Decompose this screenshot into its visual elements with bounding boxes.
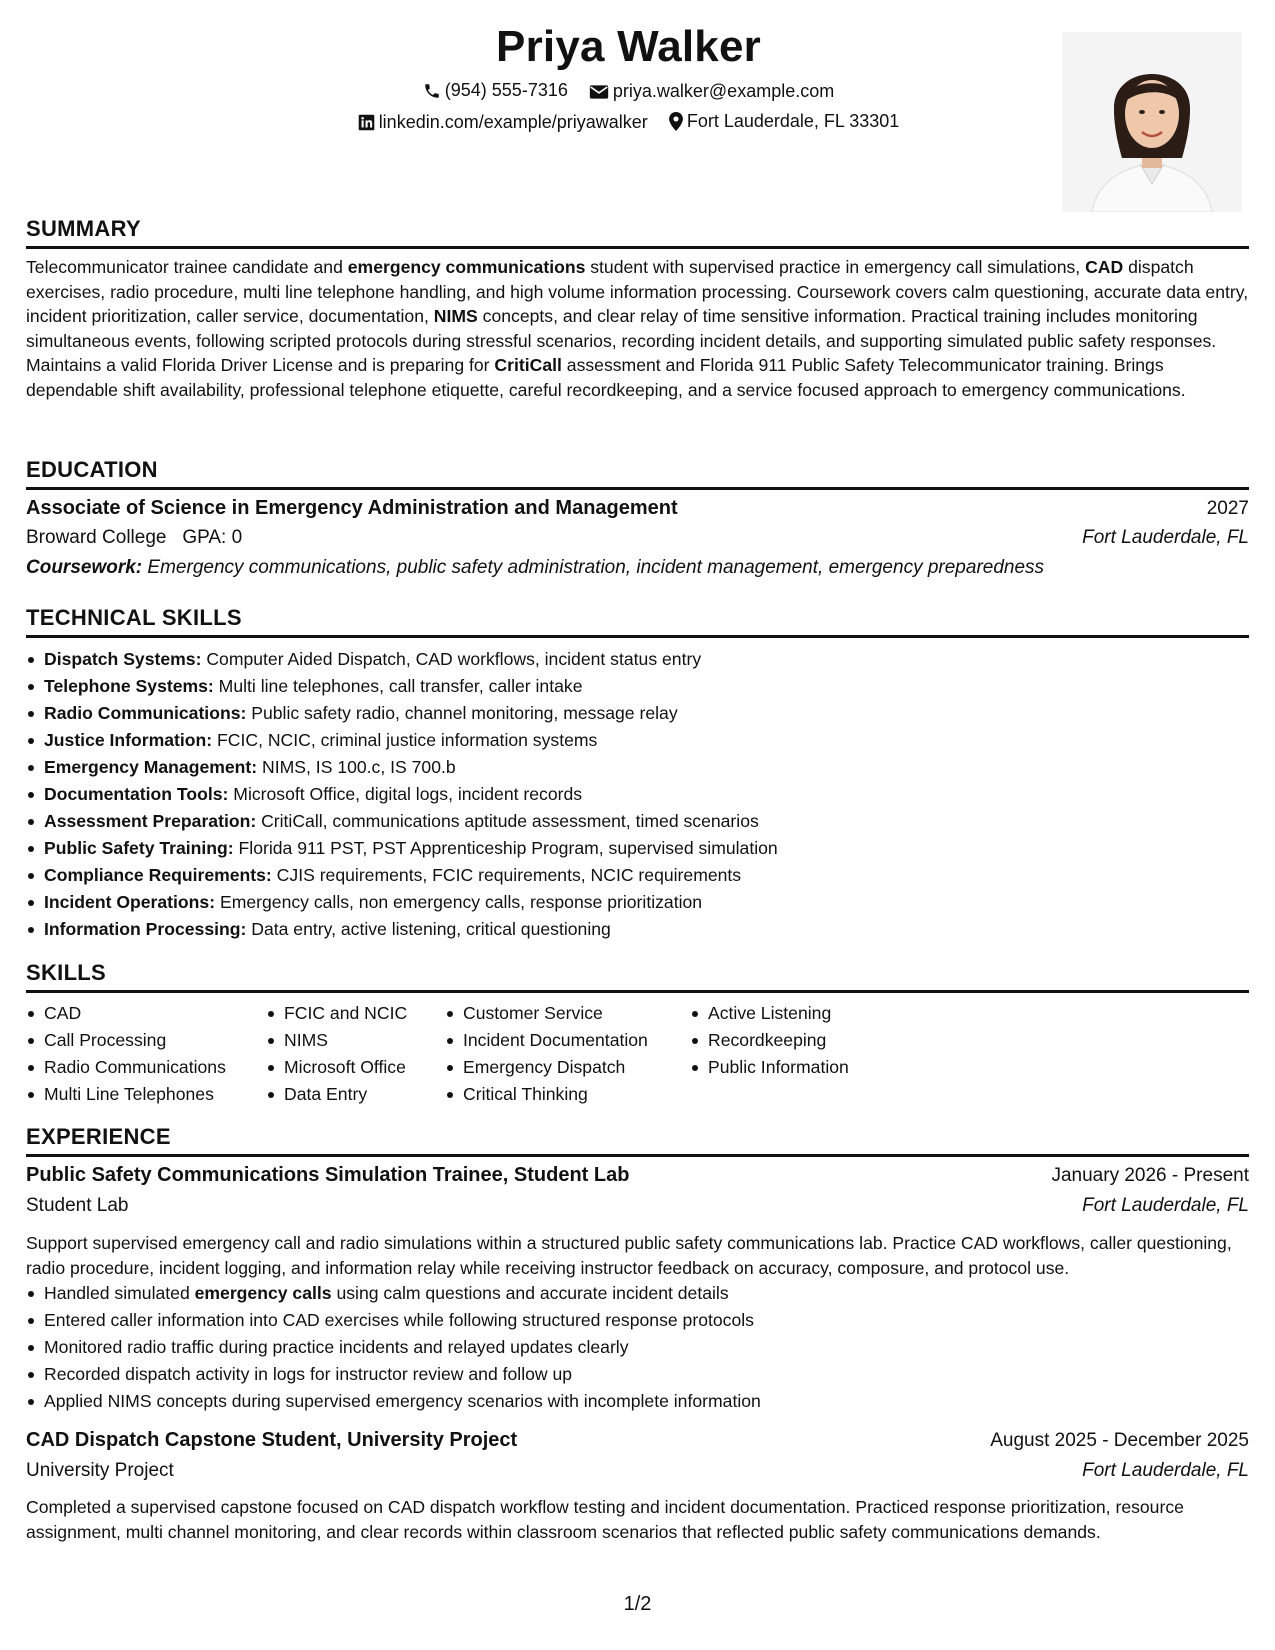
location-text: Fort Lauderdale, FL 33301	[686, 111, 900, 131]
skills-column	[690, 1000, 849, 1081]
experience-1-header	[26, 1164, 1249, 1187]
technical-skills-list	[26, 646, 1249, 943]
tech-skill-label: Information Processing:	[44, 919, 247, 939]
contact-row-1	[26, 80, 1231, 105]
tech-skill-value: Public safety radio, channel monitoring, message relay	[246, 703, 678, 723]
contact-location	[669, 111, 899, 132]
list-item	[26, 754, 1249, 781]
tech-skill-label: Compliance Requirements:	[44, 865, 272, 885]
tech-skill-value: FCIC, NCIC, criminal justice information systems	[212, 730, 598, 750]
tech-skill-value: Computer Aided Dispatch, CAD workflows, incident status entry	[201, 649, 702, 669]
summary-bold: NIMS	[433, 306, 478, 327]
page-number: 1/2	[623, 1593, 652, 1615]
education-school-line	[26, 527, 242, 549]
experience-2-description: Completed a supervised capstone focused on CAD dispatch workflow testing and incident documentation. Practiced response prioritization, resource assignment, multi channel monitoring, and clear records within classroom scenarios that reflected public safety communications demands.	[26, 1497, 1184, 1542]
experience-1-description: Support supervised emergency call and radio simulations within a structured public safety communications lab. Practice CAD workflows, caller questioning, radio procedure, incident logging, and information relay while receiving instructor feedback on accuracy, composure, and protocol use.	[26, 1233, 1232, 1278]
tech-skill-value: Data entry, active listening, critical questioning	[246, 919, 611, 939]
summary-text	[26, 255, 1251, 403]
section-summary-title: SUMMARY	[26, 216, 1249, 249]
bullet-text: using calm questions and accurate incident details	[331, 1283, 729, 1303]
list-item	[26, 727, 1249, 754]
education-degree: Associate of Science in Emergency Administration and Management	[26, 497, 678, 519]
experience-2-dates: August 2025 - December 2025	[990, 1430, 1249, 1451]
list-item: Recordkeeping	[690, 1027, 849, 1054]
list-item: Customer Service	[445, 1000, 648, 1027]
tech-skill-value: NIMS, IS 100.c, IS 700.b	[257, 757, 456, 777]
list-item	[26, 646, 1249, 673]
list-item: FCIC and NCIC	[266, 1000, 407, 1027]
tech-skill-value: CritiCall, communications aptitude assessment, timed scenarios	[256, 811, 759, 831]
list-item: Public Information	[690, 1054, 849, 1081]
list-item	[26, 835, 1249, 862]
list-item	[26, 1361, 1249, 1388]
education-location: Fort Lauderdale, FL	[1082, 527, 1249, 548]
contact-linkedin[interactable]	[358, 112, 648, 133]
education-coursework-row	[26, 557, 1249, 579]
bullet-text: Entered caller information into CAD exercises while following structured response protocols	[44, 1310, 754, 1330]
education-coursework	[26, 557, 1044, 579]
list-item: Data Entry	[266, 1081, 407, 1108]
skills-grid	[26, 1000, 1249, 1112]
list-item	[26, 916, 1249, 943]
list-item	[26, 889, 1249, 916]
contact-email[interactable]	[589, 81, 834, 102]
experience-2-location: Fort Lauderdale, FL	[1082, 1460, 1249, 1481]
list-item	[26, 700, 1249, 727]
experience-1-bullets	[26, 1280, 1249, 1415]
list-item	[26, 808, 1249, 835]
list-item: NIMS	[266, 1027, 407, 1054]
email-text: priya.walker@example.com	[612, 81, 835, 101]
education-school: Broward College	[26, 527, 167, 548]
education-row	[26, 497, 1249, 520]
summary-part: concepts, and clear relay of time sensitive information. Practical training includes monitoring simultaneous events, following scripted protocols during stressful scenarios, recording incident details, and supporting simulated public safety responses. Maintains a valid Florida Driver License and is preparing for	[26, 306, 1217, 376]
list-item: Emergency Dispatch	[445, 1054, 648, 1081]
phone-text: (954) 555-7316	[444, 80, 568, 100]
skills-column	[26, 1000, 226, 1108]
education-gpa: GPA: 0	[182, 527, 243, 548]
summary-part: Telecommunicator trainee candidate and	[26, 257, 348, 277]
tech-skill-value: Emergency calls, non emergency calls, response prioritization	[215, 892, 703, 912]
list-item	[26, 1307, 1249, 1334]
envelope-icon	[589, 84, 609, 100]
map-pin-icon	[669, 112, 683, 131]
list-item: CAD	[26, 1000, 226, 1027]
tech-skill-label: Documentation Tools:	[44, 784, 229, 804]
list-item	[26, 1388, 1249, 1415]
experience-2-header	[26, 1429, 1249, 1452]
tech-skill-value: Multi line telephones, call transfer, caller intake	[213, 676, 583, 696]
section-technical-skills-title: TECHNICAL SKILLS	[26, 605, 1249, 638]
section-experience-title: EXPERIENCE	[26, 1124, 1249, 1157]
bullet-text: Handled simulated	[44, 1283, 195, 1303]
profile-photo	[1062, 32, 1242, 212]
experience-2-title: CAD Dispatch Capstone Student, University Project	[26, 1429, 518, 1451]
experience-1-dates: January 2026 - Present	[1051, 1165, 1249, 1186]
skills-column	[445, 1000, 648, 1108]
bullet-bold: emergency calls	[194, 1283, 332, 1303]
tech-skill-value: Microsoft Office, digital logs, incident records	[228, 784, 583, 804]
summary-part: assessment and Florida 911 Public Safety Telecommunicator training. Brings dependable shift availability, professional telephone etiquette, careful recordkeeping, and a service focused approach to emergency communications.	[26, 355, 1186, 400]
list-item	[26, 862, 1249, 889]
tech-skill-label: Public Safety Training:	[44, 838, 234, 858]
list-item	[26, 781, 1249, 808]
list-item	[26, 1334, 1249, 1361]
bullet-text: Monitored radio traffic during practice incidents and relayed updates clearly	[44, 1337, 629, 1357]
education-year: 2027	[1206, 498, 1249, 519]
contact-phone[interactable]	[423, 80, 568, 101]
bullet-text: Recorded dispatch activity in logs for instructor review and follow up	[44, 1364, 573, 1384]
coursework-text: Emergency communications, public safety administration, incident management, emergency preparedness	[142, 557, 1045, 578]
tech-skill-value: Florida 911 PST, PST Apprenticeship Program, supervised simulation	[233, 838, 778, 858]
list-item: Multi Line Telephones	[26, 1081, 226, 1108]
phone-icon	[423, 82, 441, 100]
tech-skill-label: Justice Information:	[44, 730, 213, 750]
contact-row-2	[26, 111, 1231, 136]
list-item	[26, 673, 1249, 700]
summary-part: student with supervised practice in emergency call simulations,	[585, 257, 1086, 277]
list-item: Call Processing	[26, 1027, 226, 1054]
bullet-text: Applied NIMS concepts during supervised emergency scenarios with incomplete information	[44, 1391, 761, 1411]
linkedin-icon	[358, 114, 375, 131]
coursework-label: Coursework:	[26, 557, 143, 578]
section-skills-title: SKILLS	[26, 960, 1249, 993]
tech-skill-label: Telephone Systems:	[44, 676, 214, 696]
skills-column	[266, 1000, 407, 1108]
tech-skill-value: CJIS requirements, FCIC requirements, NCIC requirements	[271, 865, 742, 885]
tech-skill-label: Assessment Preparation:	[44, 811, 257, 831]
experience-1-location: Fort Lauderdale, FL	[1082, 1195, 1249, 1216]
list-item: Active Listening	[690, 1000, 849, 1027]
tech-skill-label: Emergency Management:	[44, 757, 258, 777]
summary-bold: emergency communications	[347, 257, 586, 277]
list-item: Incident Documentation	[445, 1027, 648, 1054]
linkedin-text: linkedin.com/example/priyawalker	[378, 112, 648, 132]
experience-1-title: Public Safety Communications Simulation Trainee, Student Lab	[26, 1164, 630, 1186]
list-item	[26, 1280, 1249, 1307]
experience-2-org: University Project	[26, 1460, 174, 1481]
tech-skill-label: Incident Operations:	[44, 892, 216, 912]
experience-1-sub	[26, 1195, 1249, 1217]
tech-skill-label: Radio Communications:	[44, 703, 247, 723]
summary-part: dispatch exercises, radio procedure, multi line telephone handling, and high volume information processing. Coursework covers calm questioning, accurate data entry, incident prioritization, caller service, documentation,	[26, 257, 1249, 327]
summary-bold: CAD	[1085, 257, 1124, 277]
experience-1-org: Student Lab	[26, 1195, 129, 1216]
summary-bold: CritiCall	[494, 355, 562, 376]
list-item: Critical Thinking	[445, 1081, 648, 1108]
list-item: Microsoft Office	[266, 1054, 407, 1081]
profile-photo-image	[1062, 32, 1242, 212]
section-education-title: EDUCATION	[26, 457, 1249, 490]
candidate-name: Priya Walker	[496, 22, 761, 71]
tech-skill-label: Dispatch Systems:	[44, 649, 202, 669]
resume-header	[26, 22, 1231, 212]
education-school-row	[26, 527, 1249, 549]
list-item: Radio Communications	[26, 1054, 226, 1081]
experience-2-sub	[26, 1460, 1249, 1482]
